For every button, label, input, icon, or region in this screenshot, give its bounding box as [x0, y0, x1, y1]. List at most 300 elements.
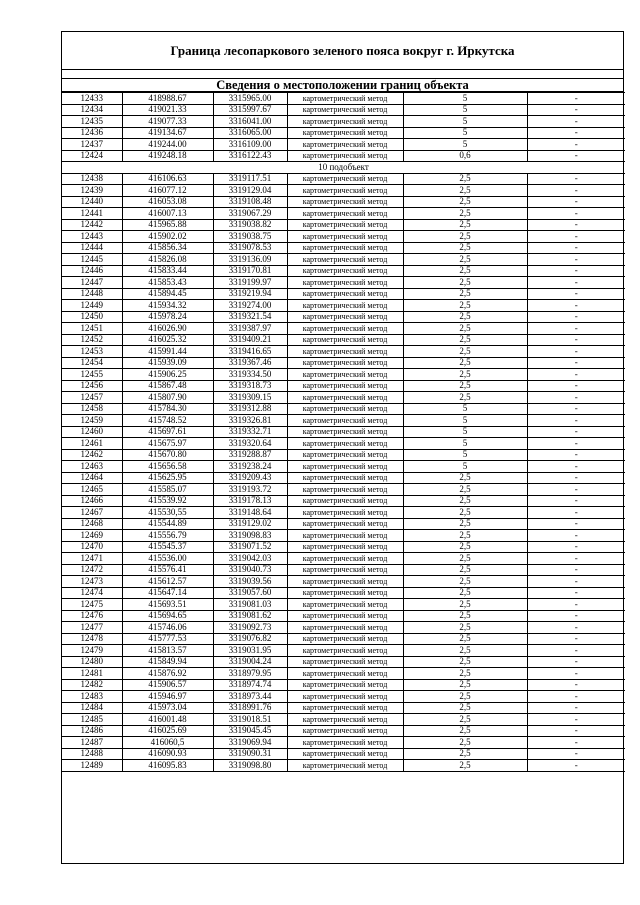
method-cell: картометрический метод [287, 507, 403, 519]
x-coordinate-cell: 415784.30 [122, 403, 213, 415]
x-coordinate-cell: 415826.08 [122, 254, 213, 266]
table-row [62, 449, 625, 461]
point-number-cell: 12437 [62, 139, 122, 151]
description-cell: - [527, 622, 625, 634]
point-number-cell: 12451 [62, 323, 122, 335]
method-cell: картометрический метод [287, 116, 403, 128]
table-row [62, 150, 625, 162]
y-coordinate-cell: 3319326.81 [213, 415, 287, 427]
x-coordinate-cell: 415813.57 [122, 645, 213, 657]
precision-cell: 5 [403, 426, 527, 438]
y-coordinate-cell: 3315997.67 [213, 104, 287, 116]
description-cell: - [527, 725, 625, 737]
point-number-cell: 12463 [62, 461, 122, 473]
description-cell: - [527, 449, 625, 461]
table-row [62, 392, 625, 404]
y-coordinate-cell: 3319416.65 [213, 346, 287, 358]
x-coordinate-cell: 415906.25 [122, 369, 213, 381]
method-cell: картометрический метод [287, 265, 403, 277]
table-row [62, 254, 625, 266]
precision-cell: 2,5 [403, 265, 527, 277]
description-cell: - [527, 185, 625, 197]
point-number-cell: 12455 [62, 369, 122, 381]
x-coordinate-cell: 416025.32 [122, 334, 213, 346]
description-cell: - [527, 323, 625, 335]
x-coordinate-cell: 415777.53 [122, 633, 213, 645]
point-number-cell: 12435 [62, 116, 122, 128]
y-coordinate-cell: 3319178.13 [213, 495, 287, 507]
x-coordinate-cell: 419021.33 [122, 104, 213, 116]
precision-cell: 2,5 [403, 208, 527, 220]
method-cell: картометрический метод [287, 725, 403, 737]
method-cell: картометрический метод [287, 610, 403, 622]
y-coordinate-cell: 3319148.64 [213, 507, 287, 519]
point-number-cell: 12483 [62, 691, 122, 703]
y-coordinate-cell: 3319387.97 [213, 323, 287, 335]
x-coordinate-cell: 415894.45 [122, 288, 213, 300]
description-cell: - [527, 300, 625, 312]
x-coordinate-cell: 415748.52 [122, 415, 213, 427]
y-coordinate-cell: 3319320.64 [213, 438, 287, 450]
precision-cell: 2,5 [403, 748, 527, 760]
table-row [62, 564, 625, 576]
y-coordinate-cell: 3315965.00 [213, 93, 287, 105]
table-row [62, 691, 625, 703]
point-number-cell: 12486 [62, 725, 122, 737]
table-row [62, 380, 625, 392]
table-row [62, 265, 625, 277]
method-cell: картометрический метод [287, 323, 403, 335]
precision-cell: 2,5 [403, 323, 527, 335]
precision-cell: 5 [403, 139, 527, 151]
point-number-cell: 12454 [62, 357, 122, 369]
point-number-cell: 12441 [62, 208, 122, 220]
y-coordinate-cell: 3319045.45 [213, 725, 287, 737]
x-coordinate-cell: 415807.90 [122, 392, 213, 404]
method-cell: картометрический метод [287, 714, 403, 726]
point-number-cell: 12438 [62, 173, 122, 185]
table-row [62, 438, 625, 450]
description-cell: - [527, 334, 625, 346]
method-cell: картометрический метод [287, 288, 403, 300]
y-coordinate-cell: 3319081.03 [213, 599, 287, 611]
table-row [62, 415, 625, 427]
method-cell: картометрический метод [287, 484, 403, 496]
method-cell: картометрический метод [287, 633, 403, 645]
description-cell: - [527, 587, 625, 599]
y-coordinate-cell: 3319312.88 [213, 403, 287, 415]
method-cell: картометрический метод [287, 553, 403, 565]
method-cell: картометрический метод [287, 656, 403, 668]
method-cell: картометрический метод [287, 645, 403, 657]
point-number-cell: 12478 [62, 633, 122, 645]
precision-cell: 2,5 [403, 714, 527, 726]
description-cell: - [527, 472, 625, 484]
x-coordinate-cell: 419134.67 [122, 127, 213, 139]
point-number-cell: 12465 [62, 484, 122, 496]
table-row [62, 760, 625, 772]
y-coordinate-cell: 3319136.09 [213, 254, 287, 266]
table-row [62, 645, 625, 657]
method-cell: картометрический метод [287, 311, 403, 323]
x-coordinate-cell: 416026.90 [122, 323, 213, 335]
precision-cell: 2,5 [403, 277, 527, 289]
x-coordinate-cell: 415536.00 [122, 553, 213, 565]
table-row [62, 599, 625, 611]
method-cell: картометрический метод [287, 587, 403, 599]
coordinates-table [62, 92, 625, 772]
point-number-cell: 12475 [62, 599, 122, 611]
precision-cell: 2,5 [403, 656, 527, 668]
table-row [62, 633, 625, 645]
table-row [62, 93, 625, 105]
description-cell: - [527, 748, 625, 760]
x-coordinate-cell: 416106.63 [122, 173, 213, 185]
point-number-cell: 12460 [62, 426, 122, 438]
table-row [62, 231, 625, 243]
y-coordinate-cell: 3319071.52 [213, 541, 287, 553]
description-cell: - [527, 645, 625, 657]
point-number-cell: 12468 [62, 518, 122, 530]
table-row [62, 242, 625, 254]
y-coordinate-cell: 3319076.82 [213, 633, 287, 645]
point-number-cell: 12466 [62, 495, 122, 507]
method-cell: картометрический метод [287, 231, 403, 243]
precision-cell: 2,5 [403, 334, 527, 346]
precision-cell: 2,5 [403, 622, 527, 634]
method-cell: картометрический метод [287, 219, 403, 231]
description-cell: - [527, 576, 625, 588]
method-cell: картометрический метод [287, 334, 403, 346]
y-coordinate-cell: 3318991.76 [213, 702, 287, 714]
table-row [62, 277, 625, 289]
point-number-cell: 12464 [62, 472, 122, 484]
method-cell: картометрический метод [287, 461, 403, 473]
precision-cell: 2,5 [403, 610, 527, 622]
point-number-cell: 12444 [62, 242, 122, 254]
method-cell: картометрический метод [287, 760, 403, 772]
description-cell: - [527, 265, 625, 277]
y-coordinate-cell: 3318974.74 [213, 679, 287, 691]
x-coordinate-cell: 416007.13 [122, 208, 213, 220]
description-cell: - [527, 104, 625, 116]
x-coordinate-cell: 415906.57 [122, 679, 213, 691]
y-coordinate-cell: 3319098.83 [213, 530, 287, 542]
precision-cell: 5 [403, 104, 527, 116]
method-cell: картометрический метод [287, 139, 403, 151]
description-cell: - [527, 254, 625, 266]
method-cell: картометрический метод [287, 196, 403, 208]
description-cell: - [527, 415, 625, 427]
point-number-cell: 12458 [62, 403, 122, 415]
y-coordinate-cell: 3319108.48 [213, 196, 287, 208]
method-cell: картометрический метод [287, 127, 403, 139]
method-cell: картометрический метод [287, 748, 403, 760]
description-cell: - [527, 702, 625, 714]
y-coordinate-cell: 3319274.00 [213, 300, 287, 312]
table-row [62, 196, 625, 208]
point-number-cell: 12470 [62, 541, 122, 553]
table-row [62, 116, 625, 128]
x-coordinate-cell: 415625.95 [122, 472, 213, 484]
point-number-cell: 12487 [62, 737, 122, 749]
table-row [62, 346, 625, 358]
x-coordinate-cell: 416060,5 [122, 737, 213, 749]
table-row [62, 714, 625, 726]
method-cell: картометрический метод [287, 495, 403, 507]
y-coordinate-cell: 3319288.87 [213, 449, 287, 461]
precision-cell: 2,5 [403, 507, 527, 519]
precision-cell: 2,5 [403, 576, 527, 588]
table-row [62, 725, 625, 737]
precision-cell: 2,5 [403, 702, 527, 714]
x-coordinate-cell: 415675.97 [122, 438, 213, 450]
x-coordinate-cell: 416090.93 [122, 748, 213, 760]
y-coordinate-cell: 3319309.15 [213, 392, 287, 404]
section-label: 10 подобъект [62, 162, 625, 174]
point-number-cell: 12459 [62, 415, 122, 427]
point-number-cell: 12450 [62, 311, 122, 323]
y-coordinate-cell: 3319409.21 [213, 334, 287, 346]
method-cell: картометрический метод [287, 737, 403, 749]
method-cell: картометрический метод [287, 346, 403, 358]
table-row [62, 737, 625, 749]
x-coordinate-cell: 415939.09 [122, 357, 213, 369]
description-cell: - [527, 541, 625, 553]
table-row [62, 748, 625, 760]
point-number-cell: 12462 [62, 449, 122, 461]
method-cell: картометрический метод [287, 472, 403, 484]
precision-cell: 2,5 [403, 311, 527, 323]
x-coordinate-cell: 415849.94 [122, 656, 213, 668]
table-row [62, 139, 625, 151]
y-coordinate-cell: 3319069.94 [213, 737, 287, 749]
method-cell: картометрический метод [287, 576, 403, 588]
precision-cell: 2,5 [403, 760, 527, 772]
point-number-cell: 12442 [62, 219, 122, 231]
precision-cell: 2,5 [403, 633, 527, 645]
table-row [62, 334, 625, 346]
x-coordinate-cell: 419244.00 [122, 139, 213, 151]
y-coordinate-cell: 3319004.24 [213, 656, 287, 668]
precision-cell: 2,5 [403, 196, 527, 208]
precision-cell: 2,5 [403, 357, 527, 369]
description-cell: - [527, 242, 625, 254]
x-coordinate-cell: 416095.83 [122, 760, 213, 772]
precision-cell: 2,5 [403, 518, 527, 530]
point-number-cell: 12461 [62, 438, 122, 450]
point-number-cell: 12477 [62, 622, 122, 634]
precision-cell: 5 [403, 461, 527, 473]
point-number-cell: 12479 [62, 645, 122, 657]
y-coordinate-cell: 3319042.03 [213, 553, 287, 565]
precision-cell: 2,5 [403, 668, 527, 680]
table-row [62, 208, 625, 220]
point-number-cell: 12484 [62, 702, 122, 714]
point-number-cell: 12433 [62, 93, 122, 105]
y-coordinate-cell: 3319332.71 [213, 426, 287, 438]
point-number-cell: 12467 [62, 507, 122, 519]
method-cell: картометрический метод [287, 392, 403, 404]
description-cell: - [527, 392, 625, 404]
x-coordinate-cell: 415576.41 [122, 564, 213, 576]
method-cell: картометрический метод [287, 438, 403, 450]
table-row [62, 403, 625, 415]
method-cell: картометрический метод [287, 254, 403, 266]
description-cell: - [527, 599, 625, 611]
description-cell: - [527, 633, 625, 645]
y-coordinate-cell: 3319318.73 [213, 380, 287, 392]
table-row [62, 300, 625, 312]
description-cell: - [527, 357, 625, 369]
description-cell: - [527, 656, 625, 668]
document-title: Граница лесопаркового зеленого пояса вокруг г. Иркутска [62, 32, 623, 70]
method-cell: картометрический метод [287, 93, 403, 105]
precision-cell: 2,5 [403, 472, 527, 484]
precision-cell: 5 [403, 403, 527, 415]
table-row [62, 173, 625, 185]
x-coordinate-cell: 415833.44 [122, 265, 213, 277]
description-cell: - [527, 150, 625, 162]
description-cell: - [527, 219, 625, 231]
x-coordinate-cell: 415697.61 [122, 426, 213, 438]
table-row [62, 587, 625, 599]
description-cell: - [527, 231, 625, 243]
description-cell: - [527, 714, 625, 726]
x-coordinate-cell: 415539.92 [122, 495, 213, 507]
method-cell: картометрический метод [287, 369, 403, 381]
description-cell: - [527, 438, 625, 450]
description-cell: - [527, 277, 625, 289]
precision-cell: 2,5 [403, 392, 527, 404]
description-cell: - [527, 518, 625, 530]
precision-cell: 2,5 [403, 254, 527, 266]
point-number-cell: 12457 [62, 392, 122, 404]
description-cell: - [527, 553, 625, 565]
method-cell: картометрический метод [287, 691, 403, 703]
table-row [62, 622, 625, 634]
table-row [62, 104, 625, 116]
method-cell: картометрический метод [287, 668, 403, 680]
precision-cell: 5 [403, 415, 527, 427]
y-coordinate-cell: 3318973.44 [213, 691, 287, 703]
x-coordinate-cell: 415867.48 [122, 380, 213, 392]
point-number-cell: 12476 [62, 610, 122, 622]
method-cell: картометрический метод [287, 150, 403, 162]
x-coordinate-cell: 415856.34 [122, 242, 213, 254]
document-frame [61, 31, 624, 864]
precision-cell: 2,5 [403, 185, 527, 197]
x-coordinate-cell: 416077.12 [122, 185, 213, 197]
point-number-cell: 12445 [62, 254, 122, 266]
precision-cell: 2,5 [403, 691, 527, 703]
point-number-cell: 12473 [62, 576, 122, 588]
description-cell: - [527, 173, 625, 185]
point-number-cell: 12481 [62, 668, 122, 680]
y-coordinate-cell: 3319040.73 [213, 564, 287, 576]
y-coordinate-cell: 3319170.81 [213, 265, 287, 277]
point-number-cell: 12489 [62, 760, 122, 772]
table-row [62, 518, 625, 530]
description-cell: - [527, 461, 625, 473]
method-cell: картометрический метод [287, 426, 403, 438]
description-cell: - [527, 564, 625, 576]
y-coordinate-cell: 3319117.51 [213, 173, 287, 185]
precision-cell: 5 [403, 93, 527, 105]
point-number-cell: 12453 [62, 346, 122, 358]
precision-cell: 2,5 [403, 288, 527, 300]
precision-cell: 2,5 [403, 541, 527, 553]
description-cell: - [527, 127, 625, 139]
precision-cell: 5 [403, 116, 527, 128]
y-coordinate-cell: 3319129.04 [213, 185, 287, 197]
x-coordinate-cell: 415585.07 [122, 484, 213, 496]
y-coordinate-cell: 3319321.54 [213, 311, 287, 323]
x-coordinate-cell: 415965.88 [122, 219, 213, 231]
point-number-cell: 12452 [62, 334, 122, 346]
point-number-cell: 12480 [62, 656, 122, 668]
precision-cell: 5 [403, 449, 527, 461]
method-cell: картометрический метод [287, 104, 403, 116]
y-coordinate-cell: 3316122.43 [213, 150, 287, 162]
x-coordinate-cell: 415876.92 [122, 668, 213, 680]
description-cell: - [527, 311, 625, 323]
point-number-cell: 12447 [62, 277, 122, 289]
precision-cell: 2,5 [403, 645, 527, 657]
x-coordinate-cell: 415973.04 [122, 702, 213, 714]
table-row [62, 323, 625, 335]
method-cell: картометрический метод [287, 403, 403, 415]
precision-cell: 2,5 [403, 679, 527, 691]
description-cell: - [527, 610, 625, 622]
table-row [62, 610, 625, 622]
y-coordinate-cell: 3319090.31 [213, 748, 287, 760]
method-cell: картометрический метод [287, 564, 403, 576]
description-cell: - [527, 426, 625, 438]
x-coordinate-cell: 415670.80 [122, 449, 213, 461]
table-row [62, 507, 625, 519]
description-cell: - [527, 507, 625, 519]
precision-cell: 2,5 [403, 587, 527, 599]
point-number-cell: 12472 [62, 564, 122, 576]
table-row [62, 656, 625, 668]
y-coordinate-cell: 3319031.95 [213, 645, 287, 657]
description-cell: - [527, 403, 625, 415]
description-cell: - [527, 93, 625, 105]
point-number-cell: 12436 [62, 127, 122, 139]
x-coordinate-cell: 415556.79 [122, 530, 213, 542]
point-number-cell: 12440 [62, 196, 122, 208]
method-cell: картометрический метод [287, 622, 403, 634]
precision-cell: 5 [403, 438, 527, 450]
y-coordinate-cell: 3319081.62 [213, 610, 287, 622]
method-cell: картометрический метод [287, 518, 403, 530]
y-coordinate-cell: 3319129.02 [213, 518, 287, 530]
precision-cell: 2,5 [403, 599, 527, 611]
description-cell: - [527, 530, 625, 542]
precision-cell: 2,5 [403, 219, 527, 231]
description-cell: - [527, 139, 625, 151]
table-row [62, 679, 625, 691]
description-cell: - [527, 495, 625, 507]
precision-cell: 2,5 [403, 380, 527, 392]
precision-cell: 2,5 [403, 725, 527, 737]
point-number-cell: 12482 [62, 679, 122, 691]
y-coordinate-cell: 3319219.94 [213, 288, 287, 300]
document-subtitle: Сведения о местоположении границ объекта [62, 79, 623, 92]
x-coordinate-cell: 415544.89 [122, 518, 213, 530]
point-number-cell: 12424 [62, 150, 122, 162]
